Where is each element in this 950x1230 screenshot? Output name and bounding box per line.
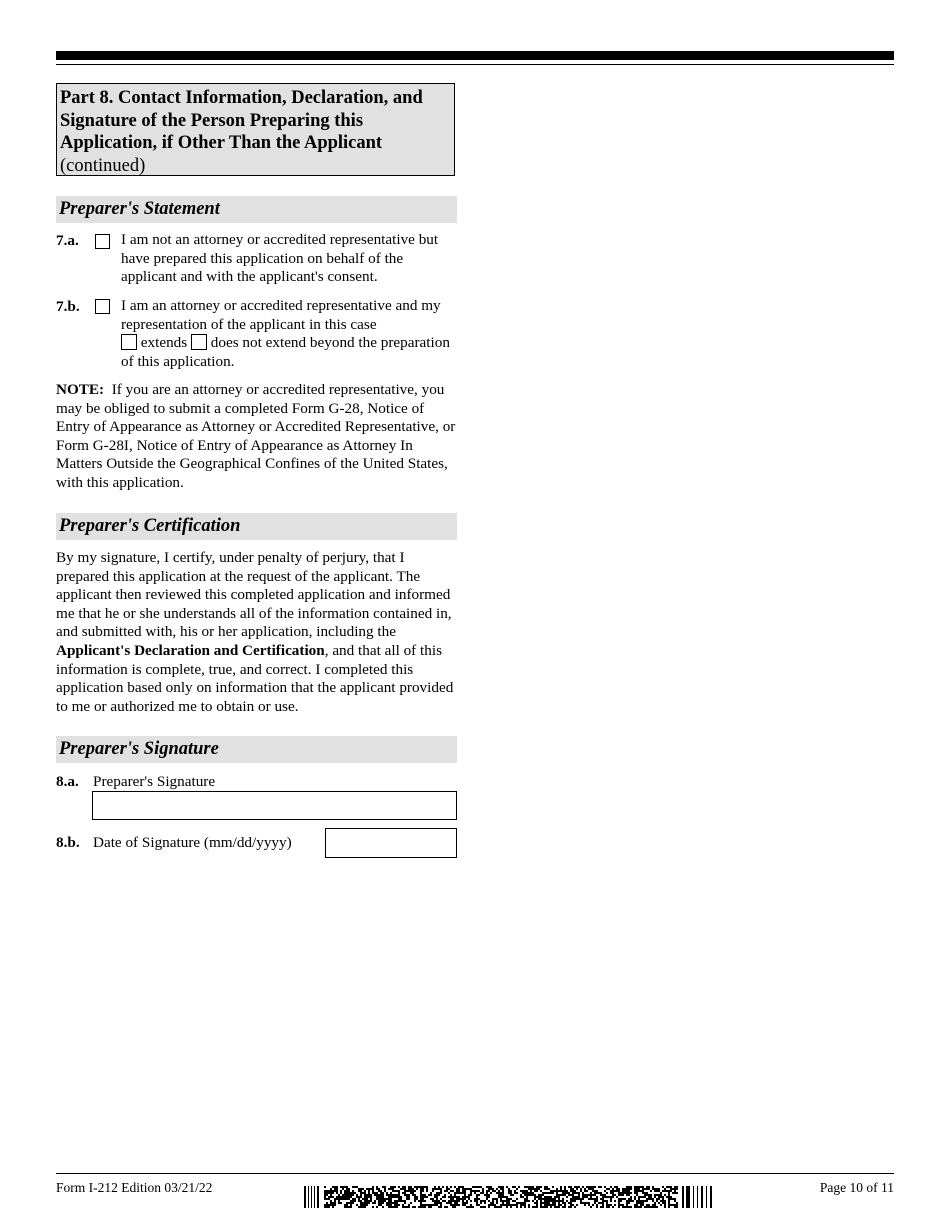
footer-page-number: Page 10 of 11 bbox=[819, 1180, 894, 1195]
item-7a-text: I am not an attorney or accredited representative but have prepared this application on behalf of the applicant and with the applicant's consent. bbox=[121, 231, 439, 286]
certification-text-bold: Applicant's Declaration and Certification bbox=[56, 641, 325, 659]
date-of-signature-field[interactable] bbox=[325, 828, 457, 858]
item-8b-label: Date of Signature (mm/dd/yyyy) bbox=[93, 834, 292, 851]
item-7a-number: 7.a. bbox=[56, 232, 79, 249]
section-header-statement: Preparer's Statement bbox=[56, 196, 457, 223]
item-8a-label: Preparer's Signature bbox=[93, 773, 216, 790]
not-extend-label: does not extend beyond the preparation of this application. bbox=[121, 334, 450, 370]
part-continued: (continued) bbox=[60, 155, 146, 176]
item-7b-text: I am an attorney or accredited representative and my representation of the applicant in this case bbox=[121, 297, 441, 333]
top-rule-thick bbox=[56, 51, 894, 60]
checkbox-does-not-extend[interactable] bbox=[191, 334, 207, 350]
item-8b-number: 8.b. bbox=[56, 834, 80, 851]
section-header-certification: Preparer's Certification bbox=[56, 513, 457, 540]
item-7b-number: 7.b. bbox=[56, 298, 80, 315]
top-rule-thin bbox=[56, 64, 894, 65]
barcode-body bbox=[324, 1186, 678, 1208]
note-text: If you are an attorney or accredited representative, you may be obliged to submit a completed Form G-28, Notice of Entry of Appearance as Attorney or Accredited Representative, or Form G-28I, Notice of Entry of Appearance as Attorney In Matters Outside the Geographical Confines of the United States, with this application. bbox=[56, 381, 456, 491]
certification-paragraph bbox=[56, 549, 454, 716]
certification-text-before: By my signature, I certify, under penalty of perjury, that I prepared this application at the request of the applicant. The applicant then reviewed this completed application and informed me that he or she understands all of the information contained in, and submitted with, his or her application, including the bbox=[56, 549, 452, 641]
part-8-header bbox=[56, 83, 455, 176]
certification-text-after: , and that all of this information is complete, true, and correct. I completed this application based only on information that the applicant provided to me or authorized me to obtain or use. bbox=[56, 641, 454, 715]
note-paragraph bbox=[56, 381, 458, 493]
footer-rule bbox=[56, 1173, 894, 1174]
item-8a-number: 8.a. bbox=[56, 773, 79, 790]
part-title: Part 8. Contact Information, Declaration, and Signature of the Person Preparing this Application, if Other Than the Applicant bbox=[60, 88, 423, 153]
item-7b-block bbox=[121, 297, 454, 371]
checkbox-7a[interactable] bbox=[95, 234, 110, 249]
checkbox-7b[interactable] bbox=[95, 299, 110, 314]
barcode-image bbox=[304, 1186, 712, 1208]
extends-label: extends bbox=[140, 334, 188, 352]
note-label: NOTE: bbox=[56, 381, 105, 398]
preparer-signature-field[interactable] bbox=[92, 791, 457, 820]
checkbox-extends[interactable] bbox=[121, 334, 137, 350]
footer-form-id: Form I-212 Edition 03/21/22 bbox=[56, 1180, 213, 1195]
section-header-signature: Preparer's Signature bbox=[56, 736, 457, 763]
